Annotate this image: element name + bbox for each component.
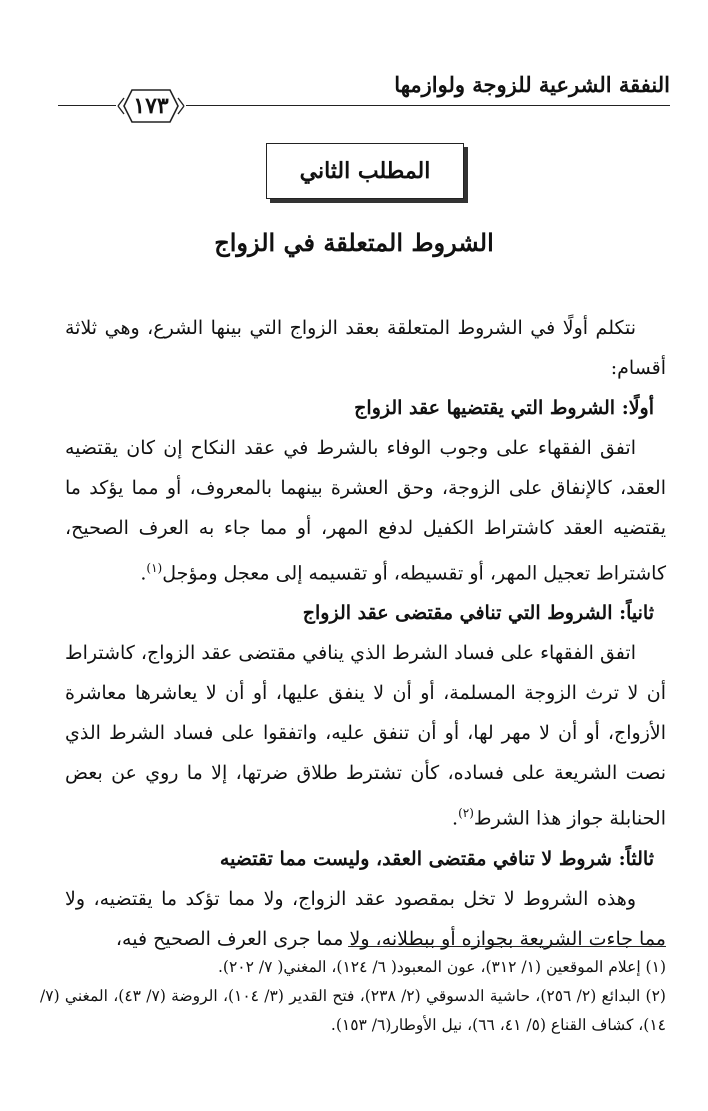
intro-paragraph: نتكلم أولًا في الشروط المتعلقة بعقد الزواج التي بينها الشرع، وهي ثلاثة أقسام:: [65, 317, 666, 379]
footnote-ref-2: (٢): [458, 806, 474, 821]
page-number: ١٧٣: [133, 93, 169, 119]
paragraph-first: اتفق الفقهاء على وجوب الوفاء بالشرط في عقد النكاح إن كان يقتضيه العقد، كالإنفاق على الزوجة، وحق العشرة بينهما بالمعروف، أو مما يؤكد ما يقتضيه العقد كاشتراط الكفيل لدفع المهر، أو مما جاء به العرف الصحيح، كاشتراط تعجيل المهر، أو تقسيطه، أو تقسيمه إلى معجل ومؤجل$^{(١)}$.: [65, 437, 666, 585]
running-title: النفقة الشرعية للزوجة ولوازمها: [394, 72, 670, 97]
section-title: الشروط المتعلقة في الزواج: [214, 228, 494, 257]
heading-third: ثالثاً: شروط لا تنافي مقتضى العقد، وليست مما تقتضيه: [219, 847, 654, 870]
heading-second: ثانياً: الشروط التي تنافي مقتضى عقد الزواج: [302, 602, 654, 625]
footnote-rule: [348, 946, 666, 947]
footnote-ref-1: (١): [146, 561, 163, 575]
heading-first: أولًا: الشروط التي يقتضيها عقد الزواج: [354, 397, 654, 419]
paragraph-first-text: اتفق الفقهاء على وجوب الوفاء بالشرط في عقد النكاح إن كان يقتضيه العقد، كالإنفاق على الزوجة، وحق العشرة بينهما بالمعروف، أو مما يؤكد ما يقتضيه العقد كاشتراط الكفيل لدفع المهر، أو مما جاء به العرف الصحيح، كاشتراط تعجيل المهر، أو تقسيطه، أو تقسيمه إلى معجل ومؤجل: [65, 437, 666, 585]
footnotes: [40, 953, 666, 1040]
header-rule-left: [58, 105, 116, 106]
paragraph-second: اتفق الفقهاء على فساد الشرط الذي ينافي مقتضى عقد الزواج، كاشتراط أن لا ترث الزوجة المسلمة، أو أن لا ينفق عليها، أو أن لا يعاشرها معاشرة الأزواج، أو أن لا مهر لها، أو أن تنفق عليه، واتفقوا على فساد الشرط الذي نصت الشريعة على فساده، كأن تشترط طلاق ضرتها، إلا ما روي عن بعض الحنابلة جواز هذا الشرط$^{(٢)}$.: [65, 642, 666, 830]
page-number-ornament: [110, 84, 192, 128]
paragraph-second-text: اتفق الفقهاء على فساد الشرط الذي ينافي مقتضى عقد الزواج، كاشتراط أن لا ترث الزوجة المسلمة، أو أن لا ينفق عليها، أو أن لا يعاشرها معاشرة الأزواج، أو أن لا مهر لها، أو أن تنفق عليه، واتفقوا على فساد الشرط الذي نصت الشريعة على فساده، كأن تشترط طلاق ضرتها، إلا ما روي عن بعض الحنابلة جواز هذا الشرط: [65, 642, 666, 830]
section-label: المطلب الثاني: [299, 158, 431, 184]
footnote-2: (٢) البدائع (٢/ ٢٥٦)، حاشية الدسوقي (٢/ ٢٣٨)، فتح القدير (٣/ ١٠٤)، الروضة (٧/ ٤٣)، المغني (٧/ ١٤)، كشاف القناع (٥/ ٤١، ٦٦)، نيل الأوطار(٦/ ١٥٣).: [40, 987, 666, 1034]
header-rule: [186, 105, 670, 106]
body-text: [65, 308, 666, 959]
footnote-1: (١) إعلام الموقعين (١/ ٣١٢)، عون المعبود( ٦/ ١٢٤)، المغني( ٧/ ٢٠٢).: [217, 958, 666, 976]
paragraph-third: وهذه الشروط لا تخل بمقصود عقد الزواج، ولا مما تؤكد ما يقتضيه، ولا مما جاءت الشريعة بجوازه أو ببطلانه، ولا مما جرى العرف الصحيح فيه،: [65, 887, 666, 950]
section-label-box: [266, 143, 464, 199]
